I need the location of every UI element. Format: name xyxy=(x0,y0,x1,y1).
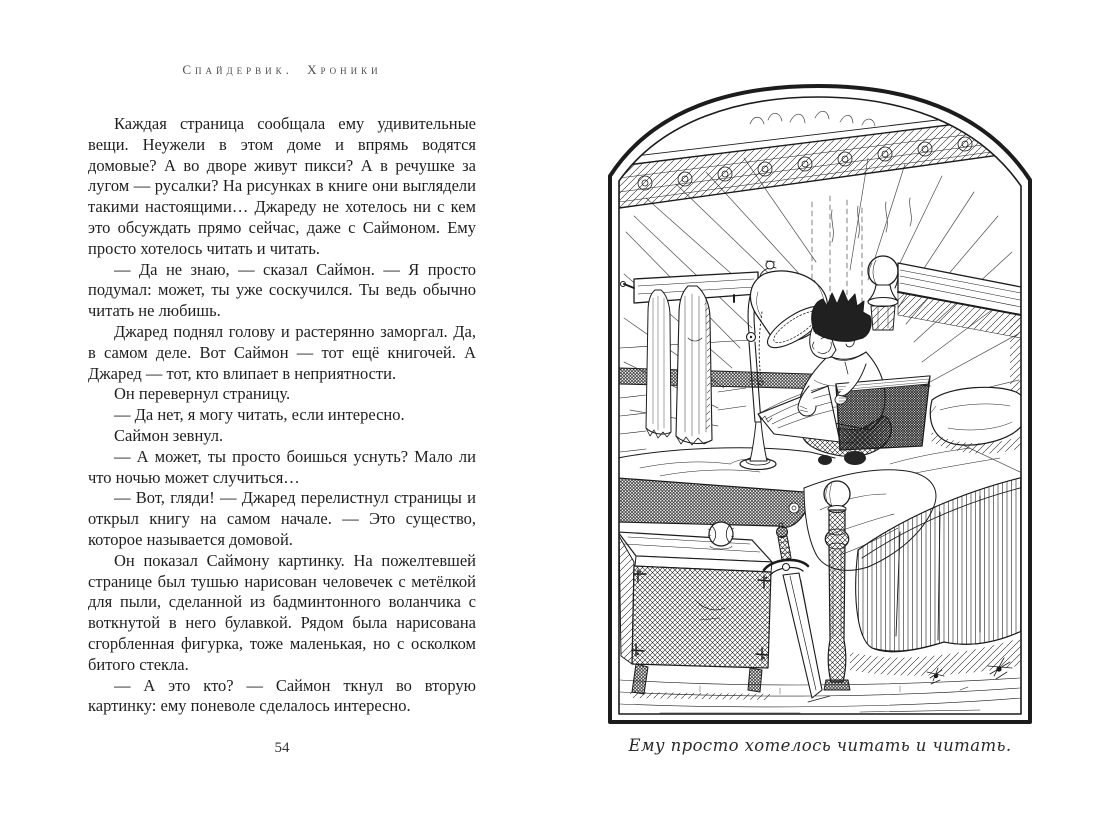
left-page xyxy=(88,62,476,717)
paragraph: — А может, ты просто боишься уснуть? Мало ли что ночью может случиться… xyxy=(88,446,476,487)
illustration-caption: Ему просто хотелось читать и читать. xyxy=(628,736,1012,755)
paragraph: — Да не знаю, — сказал Саймон. — Я просто подумал: может, ты уже соскучился. Ты ведь обычно читать не любишь. xyxy=(88,259,476,321)
paragraph: — Вот, гляди! — Джаред перелистнул страницы и открыл книгу на самом начале. — Это существо, которое называется домовой. xyxy=(88,488,476,549)
pillow xyxy=(930,387,1027,453)
hanging-robes xyxy=(646,286,712,445)
coat-rack xyxy=(621,272,759,445)
bedroom-reading-illustration xyxy=(600,80,1040,730)
paragraph: — Да нет, я могу читать, если интересно. xyxy=(114,405,405,425)
right-page xyxy=(600,80,1040,730)
bed-side-rail xyxy=(618,478,807,528)
paragraph: Каждая страница сообщала ему удивительные вещи. Неужели в этом доме и впрямь водятся домовые? А во дворе живут пикси? А в речушке за лугом — русалки? На рисунках в книге они выглядели такими настоящими… Джареду не хотелось ни с кем это обсуждать прямо сейчас, даже с Саймоном. Ему просто хотелось читать и читать. xyxy=(88,114,476,258)
bed-headboard xyxy=(868,256,1021,338)
paragraph: Он перевернул страницу. xyxy=(114,384,291,404)
running-head: Спайдервик. Хроники xyxy=(182,62,382,77)
blanket-chest xyxy=(618,532,772,700)
paragraph: Джаред поднял голову и растерянно заморгал. Да, в самом деле. Вот Саймон — тот ещё книгочей. А Джаред — тот, кто влипает в неприятности. xyxy=(88,321,476,383)
bed-quilt xyxy=(618,448,1000,482)
paragraph: Он показал Саймону картинку. На пожелтевшей странице был тушью нарисован человечек с метёлкой для пыли, сделанной из бадминтонного воланчика с воткнутой в него булавкой. Рядом была нарисована сгорбленная фигурка, тоже маленькая, но с осколком битого стекла. xyxy=(88,550,476,674)
text-block xyxy=(88,114,476,717)
page-number: 54 xyxy=(274,740,290,756)
paragraph: — А это кто? — Саймон ткнул во вторую картинку: ему поневоле сделалось интересно. xyxy=(88,675,476,716)
paragraph: Саймон зевнул. xyxy=(114,425,224,445)
